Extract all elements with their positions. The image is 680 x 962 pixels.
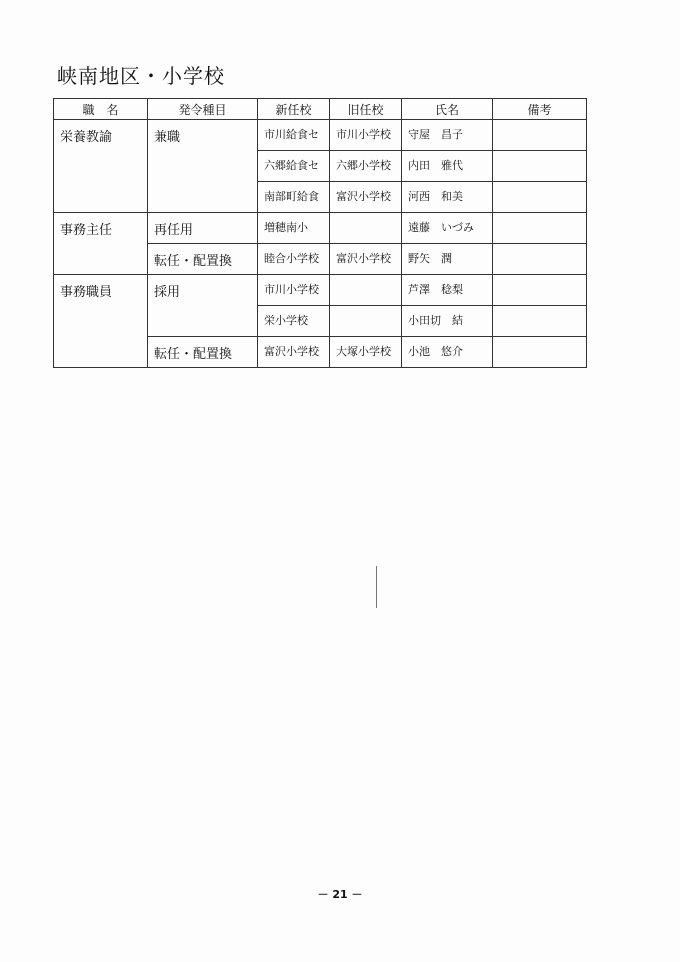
cell-name: 小田切 結 <box>402 306 493 337</box>
cell-old-school: 市川小学校 <box>330 120 402 151</box>
cell-position: 事務職員 <box>54 275 148 368</box>
cell-remarks <box>493 337 587 368</box>
page-number: － 21 － <box>317 888 363 901</box>
cell-remarks <box>493 306 587 337</box>
cell-name: 小池 悠介 <box>402 337 493 368</box>
header-name: 氏名 <box>402 99 493 120</box>
document-title: 峡南地区・小学校 <box>57 64 225 88</box>
cell-name: 内田 雅代 <box>402 151 493 182</box>
header-position: 職 名 <box>54 99 148 120</box>
cell-old-school: 富沢小学校 <box>330 244 402 275</box>
cell-remarks <box>493 275 587 306</box>
cell-old-school: 六郷小学校 <box>330 151 402 182</box>
cell-old-school <box>330 213 402 244</box>
cell-new-school: 六郷給食セ <box>258 151 330 182</box>
table-row <box>54 275 587 306</box>
cell-remarks <box>493 151 587 182</box>
cell-name: 遠藤 いづみ <box>402 213 493 244</box>
cell-new-school: 睦合小学校 <box>258 244 330 275</box>
cell-new-school: 市川小学校 <box>258 275 330 306</box>
cell-appointment-type: 転任・配置換 <box>148 244 258 275</box>
table-row <box>54 120 587 151</box>
cell-remarks <box>493 182 587 213</box>
cell-appointment-type: 転任・配置換 <box>148 337 258 368</box>
cell-new-school: 富沢小学校 <box>258 337 330 368</box>
table-header-row <box>54 99 587 120</box>
cell-position: 栄養教諭 <box>54 120 148 213</box>
cell-old-school: 富沢小学校 <box>330 182 402 213</box>
cell-old-school: 大塚小学校 <box>330 337 402 368</box>
header-remarks: 備考 <box>493 99 587 120</box>
cell-name: 芦澤 稔梨 <box>402 275 493 306</box>
cell-name: 守屋 昌子 <box>402 120 493 151</box>
cell-old-school <box>330 306 402 337</box>
table-row <box>54 213 587 244</box>
header-new-school: 新任校 <box>258 99 330 120</box>
personnel-table <box>53 98 587 368</box>
cell-new-school: 南部町給食 <box>258 182 330 213</box>
cell-appointment-type: 兼職 <box>148 120 258 213</box>
cell-new-school: 市川給食セ <box>258 120 330 151</box>
cell-name: 野矢 潤 <box>402 244 493 275</box>
cell-old-school <box>330 275 402 306</box>
header-old-school: 旧任校 <box>330 99 402 120</box>
scan-mark-line <box>376 566 377 608</box>
cell-new-school: 栄小学校 <box>258 306 330 337</box>
cell-remarks <box>493 244 587 275</box>
cell-remarks <box>493 213 587 244</box>
cell-new-school: 増穂南小 <box>258 213 330 244</box>
cell-remarks <box>493 120 587 151</box>
cell-position: 事務主任 <box>54 213 148 275</box>
header-appointment-type: 発令種目 <box>148 99 258 120</box>
cell-name: 河西 和美 <box>402 182 493 213</box>
cell-appointment-type: 再任用 <box>148 213 258 244</box>
cell-appointment-type: 採用 <box>148 275 258 337</box>
